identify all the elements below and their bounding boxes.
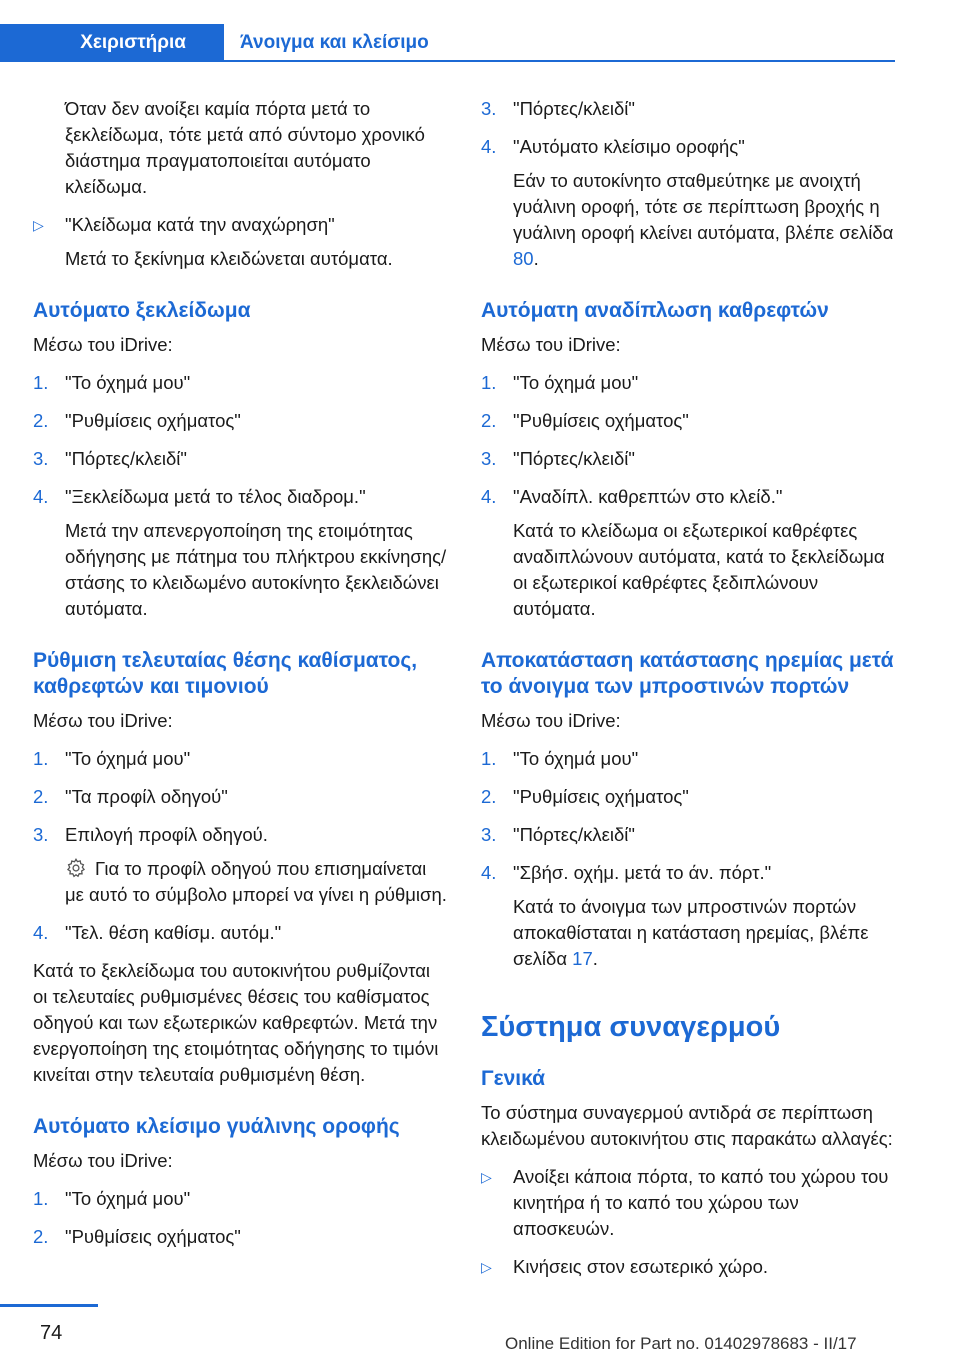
step-description <box>481 168 895 272</box>
list-item <box>33 920 448 946</box>
list-item <box>481 446 895 472</box>
left-column <box>33 96 448 1262</box>
list-number: 1. <box>481 748 497 769</box>
list-number: 1. <box>33 748 49 769</box>
list-item-text: "Το όχημά μου" <box>513 748 639 769</box>
bullet-description: Μετά το ξεκίνημα κλειδώνεται αυτόματα. <box>65 248 393 269</box>
profile-note <box>33 856 448 908</box>
page-header <box>0 24 895 62</box>
header-rule <box>224 60 895 62</box>
step-description-text: Εάν το αυτοκίνητο σταθμεύτηκε με ανοιχτή γυάλινη οροφή, τότε σε περίπτωση βροχής η γυάλινη οροφή κλείνει αυτόματα, βλέπε σελίδα <box>513 170 894 243</box>
list-item <box>481 134 895 160</box>
list-number: 4. <box>481 136 497 157</box>
list-item-text: "Αναδίπλ. καθρεπτών στο κλείδ." <box>513 486 783 507</box>
list-number: 4. <box>481 486 497 507</box>
list-number: 2. <box>481 786 497 807</box>
list-number: 4. <box>33 486 49 507</box>
list-item-text: "Πόρτες/κλειδί" <box>513 98 635 119</box>
list-item-text: "Σβήσ. οχήμ. μετά το άν. πόρτ." <box>513 862 772 883</box>
list-item-text: Επιλογή προφίλ οδηγού. <box>65 824 268 845</box>
list-item <box>481 484 895 510</box>
list-item-text: "Πόρτες/κλειδί" <box>513 448 635 469</box>
list-item <box>33 370 448 396</box>
via-idrive-text: Μέσω του iDrive: <box>33 710 173 731</box>
via-idrive-text: Μέσω του iDrive: <box>33 1150 173 1171</box>
list-item-text: "Αυτόματο κλείσιμο οροφής" <box>513 136 745 157</box>
list-item <box>481 408 895 434</box>
list-number: 4. <box>481 862 497 883</box>
header-section-title: Άνοιγμα και κλείσιμο <box>240 32 429 53</box>
list-number: 1. <box>33 1188 49 1209</box>
list-number: 3. <box>481 98 497 119</box>
list-item <box>481 860 895 886</box>
section-title-last-seat-position: Ρύθμιση τελευταίας θέσης καθίσματος, καθρεφτών και τιμονιού <box>33 649 418 698</box>
via-idrive-text: Μέσω του iDrive: <box>481 710 621 731</box>
list-number: 2. <box>481 410 497 431</box>
step-description-end: . <box>533 248 539 269</box>
triangle-right-icon: ▷ <box>481 1259 492 1275</box>
list-item <box>33 408 448 434</box>
list-item-text: "Ρυθμίσεις οχήματος" <box>513 786 689 807</box>
list-number: 1. <box>33 372 49 393</box>
section-title-mirror-fold: Αυτόματη αναδίπλωση καθρεφτών <box>481 299 829 322</box>
list-item <box>481 822 895 848</box>
list-number: 3. <box>481 448 497 469</box>
list-item-text: "Το όχημά μου" <box>65 748 191 769</box>
step-description-end: . <box>592 948 598 969</box>
list-item-text: "Τα προφίλ οδηγού" <box>65 786 228 807</box>
via-idrive-text: Μέσω του iDrive: <box>33 334 173 355</box>
list-item <box>33 1224 448 1250</box>
page-reference-link[interactable]: 17 <box>572 948 593 969</box>
list-item-text: "Τελ. θέση καθίσμ. αυτόμ." <box>65 922 282 943</box>
profile-note-text: Για το προφίλ οδηγού που επισημαίνεται με αυτό το σύμβολο μπορεί να γίνει η ρύθμιση. <box>65 858 447 905</box>
intro-paragraph: Όταν δεν ανοίξει καμία πόρτα μετά το ξεκλείδωμα, τότε μετά από σύντομο χρονικό διάστημα πραγματοποιείται αυτόματο κλείδωμα. <box>65 98 425 197</box>
step-description: Μετά την απενεργοποίηση της ετοιμότητας οδήγησης με πάτημα του πλήκτρου εκκίνησης/στάσης το κλειδωμένο αυτοκίνητο ξεκλειδώνει αυτόματα. <box>65 520 447 619</box>
list-item <box>481 370 895 396</box>
list-item <box>481 746 895 772</box>
step-description-text: Κατά το άνοιγμα των μπροστινών πορτών αποκαθίσταται η κατάσταση ηρεμίας, βλέπε σελίδα <box>513 896 869 969</box>
list-number: 2. <box>33 1226 49 1247</box>
list-number: 3. <box>33 448 49 469</box>
list-item <box>33 822 448 848</box>
bullet-text: Κινήσεις στον εσωτερικό χώρο. <box>513 1256 769 1277</box>
list-number: 2. <box>33 786 49 807</box>
step-description: Κατά το κλείδωμα οι εξωτερικοί καθρέφτες αναδιπλώνουν αυτόματα, κατά το ξεκλείδωμα οι εξωτερικοί καθρέφτες ξεδιπλώνουν αυτόματα. <box>513 520 885 619</box>
list-item <box>33 484 448 510</box>
list-item <box>33 746 448 772</box>
list-item-text: "Ρυθμίσεις οχήματος" <box>65 1226 241 1247</box>
list-item <box>33 784 448 810</box>
via-idrive-text: Μέσω του iDrive: <box>481 334 621 355</box>
chapter-title-alarm-system: Σύστημα συναγερμού <box>481 1011 781 1043</box>
section-title-idle-state-restore: Αποκατάσταση κατάστασης ηρεμίας μετά το άνοιγμα των μπροστινών πορτών <box>481 649 894 698</box>
bullet-item <box>33 212 448 238</box>
triangle-right-icon: ▷ <box>33 217 44 233</box>
section-title-auto-unlock: Αυτόματο ξεκλείδωμα <box>33 299 251 322</box>
list-item-text: "Το όχημά μου" <box>65 372 191 393</box>
right-column <box>481 96 895 1292</box>
list-item <box>481 96 895 122</box>
list-item-text: "Ρυθμίσεις οχήματος" <box>65 410 241 431</box>
triangle-right-icon: ▷ <box>481 1169 492 1185</box>
subsection-title-general: Γενικά <box>481 1067 546 1090</box>
header-chapter-tab: Χειριστήρια <box>0 24 224 62</box>
footer-rule <box>0 1304 98 1307</box>
page-number: 74 <box>40 1322 63 1344</box>
list-item <box>481 784 895 810</box>
body-paragraph: Το σύστημα συναγερμού αντιδρά σε περίπτωση κλειδωμένου αυτοκινήτου στις παρακάτω αλλαγές: <box>481 1102 893 1149</box>
list-number: 4. <box>33 922 49 943</box>
list-item-text: "Πόρτες/κλειδί" <box>65 448 187 469</box>
list-item <box>33 1186 448 1212</box>
bullet-item <box>481 1254 895 1280</box>
page-reference-link[interactable]: 80 <box>513 248 534 269</box>
body-paragraph: Κατά το ξεκλείδωμα του αυτοκινήτου ρυθμίζονται οι τελευταίες ρυθμισμένες θέσεις του καθίσματος οδηγού και των εξωτερικών καθρεφτών. Μετά την ενεργοποίηση της ετοιμότητας οδήγησης το τιμόνι κινείται στην τελευταία ρυθμισμένη θέση. <box>33 960 439 1085</box>
bullet-text: Ανοίξει κάποια πόρτα, το καπό του χώρου του κινητήρα ή το καπό του χώρου των αποσκευών. <box>513 1166 889 1239</box>
bullet-item <box>481 1164 895 1242</box>
list-number: 3. <box>33 824 49 845</box>
list-item <box>33 446 448 472</box>
step-description <box>481 894 895 972</box>
edition-note: Online Edition for Part no. 01402978683 - II/17 <box>505 1334 857 1353</box>
gear-icon <box>65 857 87 879</box>
list-number: 3. <box>481 824 497 845</box>
list-number: 1. <box>481 372 497 393</box>
section-title-auto-close-glass-roof: Αυτόματο κλείσιμο γυάλινης οροφής <box>33 1115 400 1138</box>
list-number: 2. <box>33 410 49 431</box>
list-item-text: "Το όχημά μου" <box>513 372 639 393</box>
bullet-text: "Κλείδωμα κατά την αναχώρηση" <box>65 214 335 235</box>
list-item-text: "Ρυθμίσεις οχήματος" <box>513 410 689 431</box>
list-item-text: "Το όχημά μου" <box>65 1188 191 1209</box>
list-item-text: "Ξεκλείδωμα μετά το τέλος διαδρομ." <box>65 486 366 507</box>
list-item-text: "Πόρτες/κλειδί" <box>513 824 635 845</box>
